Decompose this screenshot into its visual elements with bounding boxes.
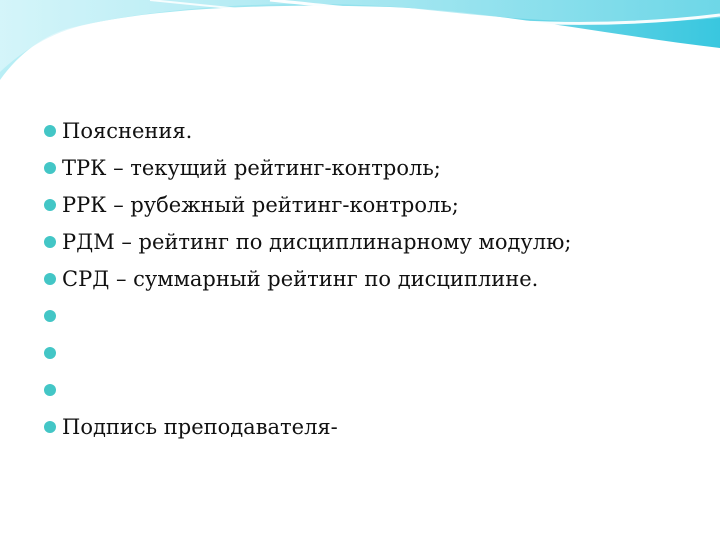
bullet-text: РДМ – рейтинг по дисциплинарному модулю; <box>62 229 572 254</box>
bullet-text: Подпись преподавателя- <box>62 414 338 439</box>
list-item <box>44 186 571 223</box>
bullet-icon <box>44 310 56 322</box>
bullet-icon <box>44 199 56 211</box>
bullet-icon <box>44 273 56 285</box>
list-item <box>44 297 571 334</box>
list-item <box>44 260 571 297</box>
bullet-list <box>44 112 571 445</box>
bullet-icon <box>44 236 56 248</box>
bullet-text: Пояснения. <box>62 118 193 143</box>
list-item <box>44 149 571 186</box>
list-item <box>44 334 571 371</box>
bullet-icon <box>44 125 56 137</box>
bullet-icon <box>44 421 56 433</box>
bullet-icon <box>44 162 56 174</box>
bullet-text: СРД – суммарный рейтинг по дисциплине. <box>62 266 539 291</box>
list-item <box>44 371 571 408</box>
bullet-icon <box>44 347 56 359</box>
list-item <box>44 112 571 149</box>
top-wave-decoration <box>0 0 720 100</box>
list-item <box>44 223 571 260</box>
bullet-text: ТРК – текущий рейтинг-контроль; <box>62 155 441 180</box>
bullet-text: РРК – рубежный рейтинг-контроль; <box>62 192 459 217</box>
bullet-icon <box>44 384 56 396</box>
list-item <box>44 408 571 445</box>
